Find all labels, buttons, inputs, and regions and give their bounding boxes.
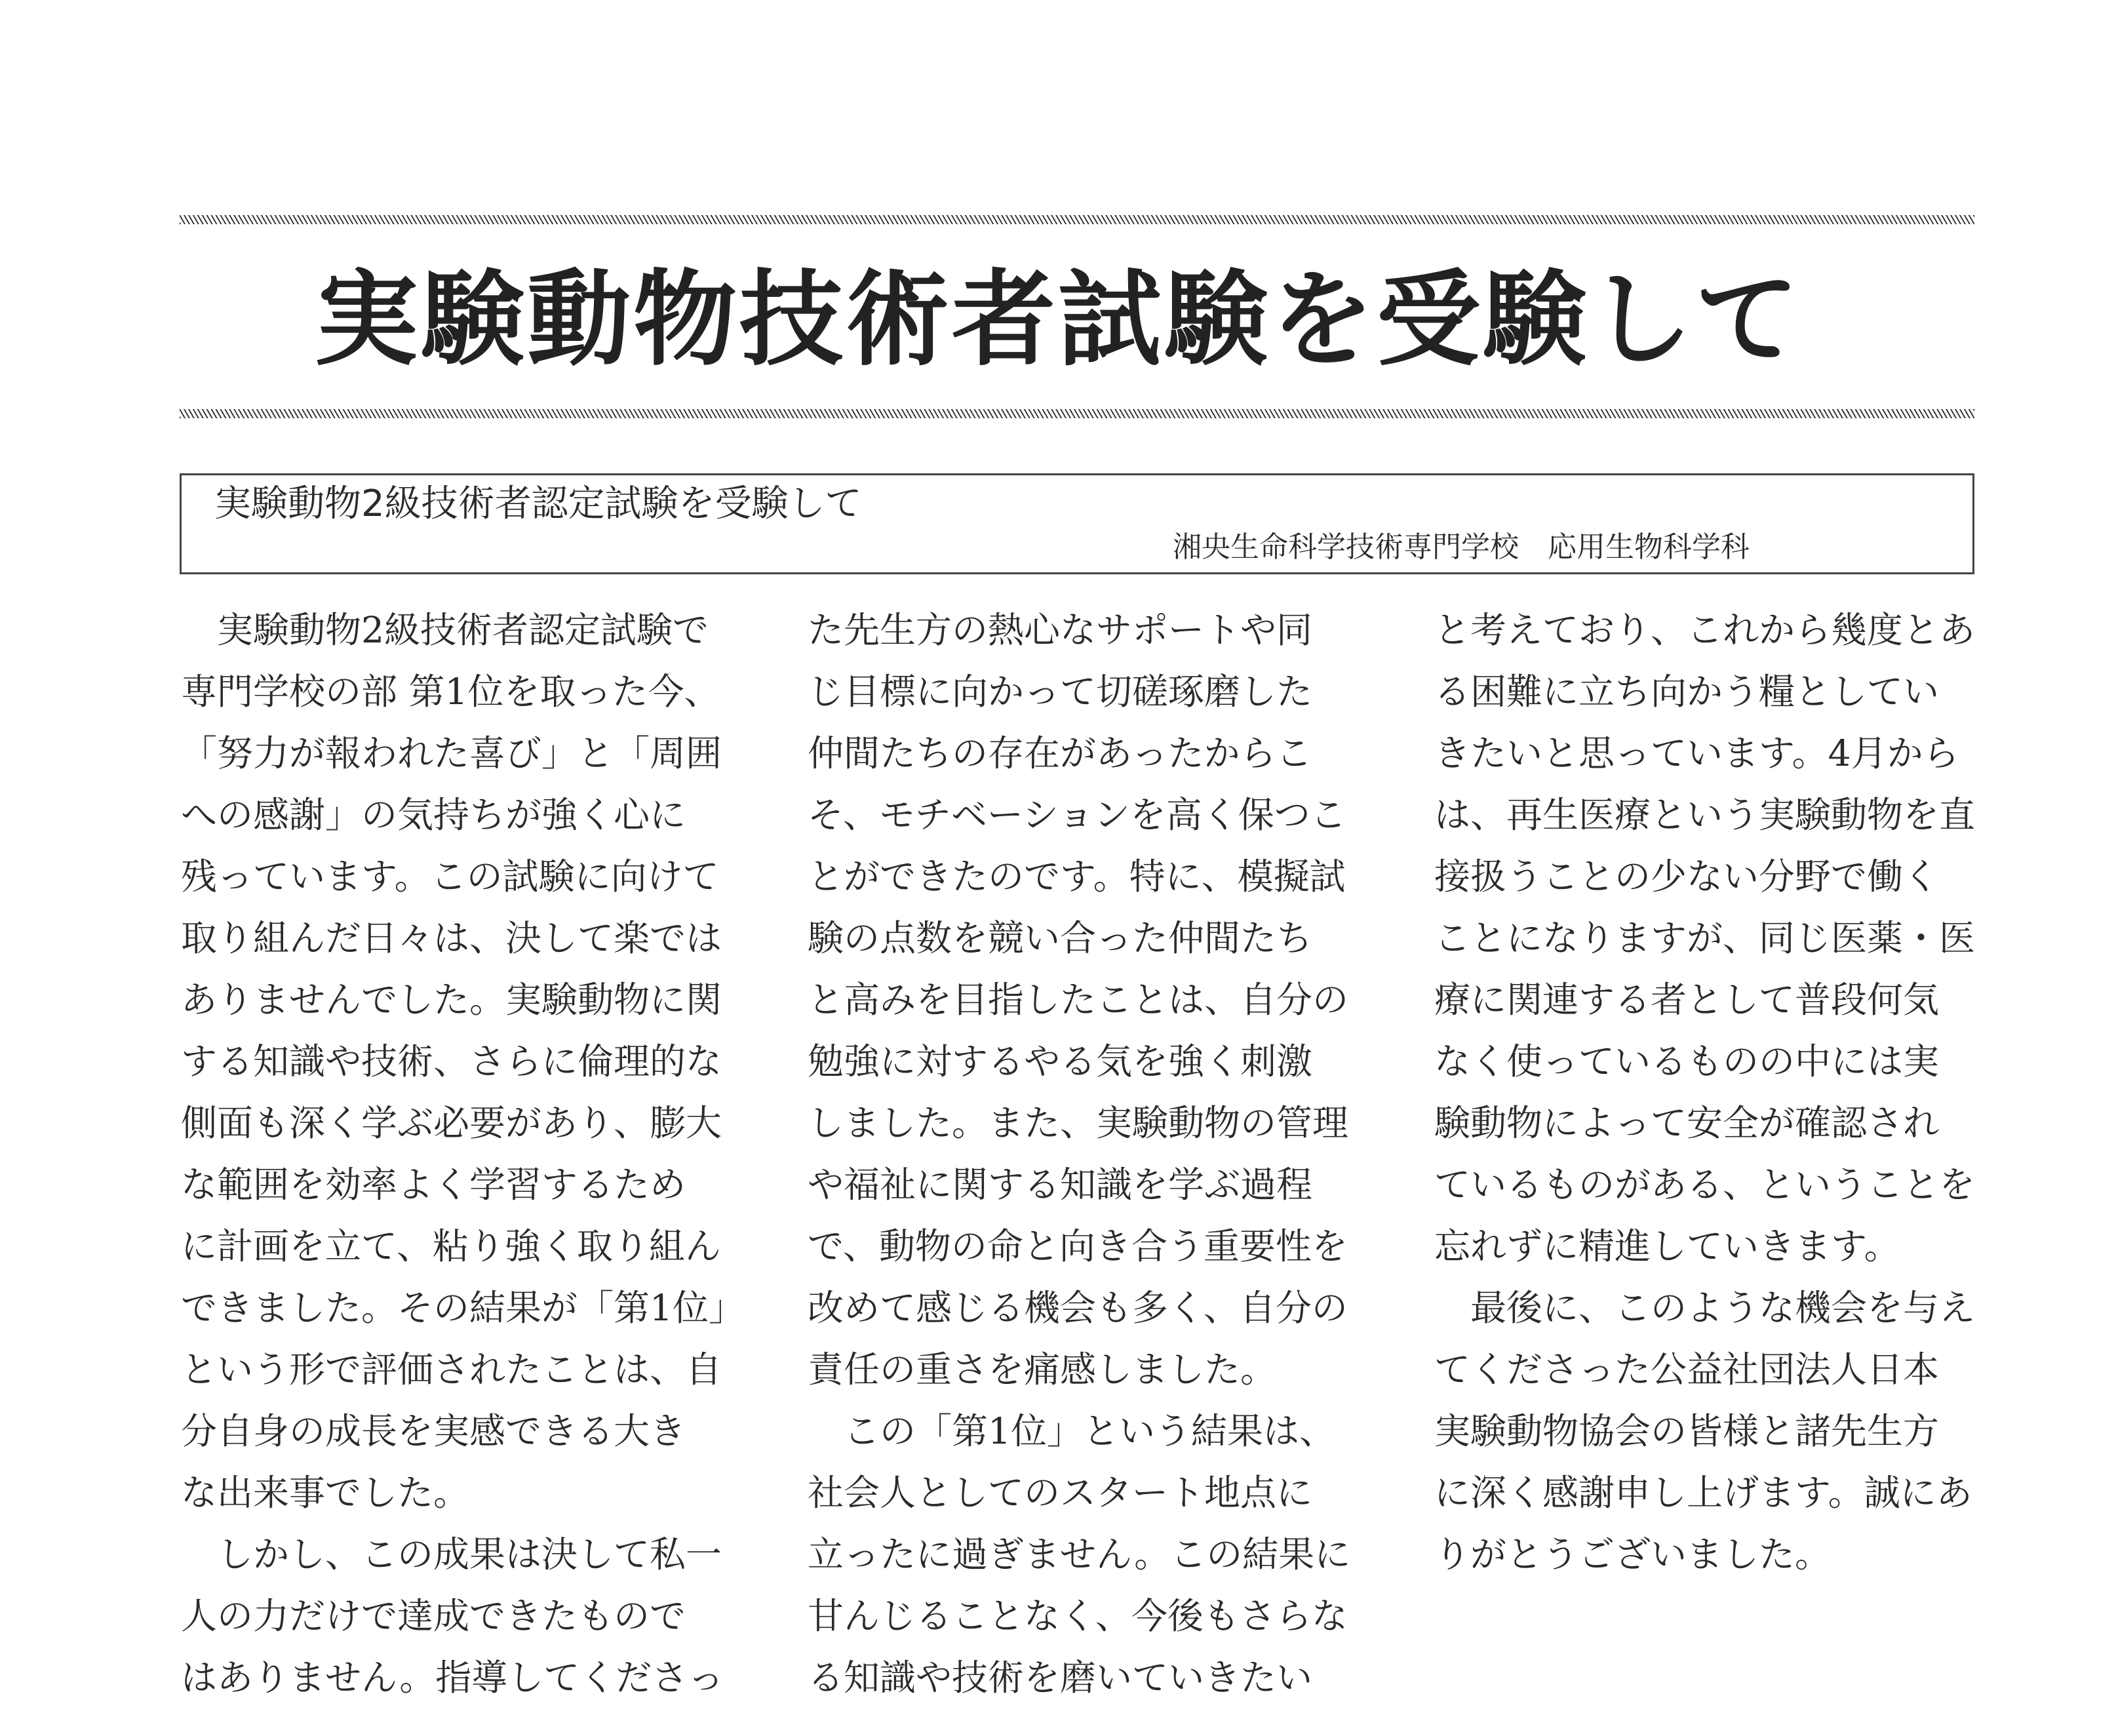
- text-line: る困難に立ち向かう糧としてい: [1434, 671, 1940, 713]
- text-line: 立ったに過ぎません。この結果に: [808, 1533, 1351, 1575]
- text-line: 人の力だけで達成できたもので: [181, 1595, 686, 1637]
- text-line: で、動物の命と向き合う重要性を: [808, 1225, 1348, 1267]
- text-line: る知識や技術を磨いていきたい: [808, 1657, 1313, 1699]
- text-line: に計画を立て、粘り強く取り組ん: [181, 1225, 721, 1267]
- text-line: 療に関連する者として普段何気: [1434, 979, 1940, 1021]
- text-line: 社会人としてのスタート地点に: [808, 1472, 1313, 1514]
- article-subtitle: 実験動物2級技術者認定試験を受験して: [214, 483, 862, 525]
- text-line: 接扱うことの少ない分野で働く: [1434, 856, 1940, 898]
- text-line: 忘れずに精進していきます。: [1434, 1225, 1900, 1267]
- page-title: 実験動物技術者試験を受験して: [315, 260, 1801, 380]
- text-line: そ、モチベーションを高く保つこ: [808, 794, 1346, 836]
- text-line: という形で評価されたことは、自: [181, 1349, 722, 1391]
- text-line: と考えており、これから幾度とあ: [1434, 609, 1976, 651]
- text-line: きたいと思っています。4月から: [1434, 732, 1959, 774]
- subtitle-box: [180, 473, 1974, 574]
- text-line: できました。その結果が「第1位」: [181, 1287, 745, 1329]
- text-line: 甘んじることなく、今後もさらな: [808, 1595, 1348, 1637]
- decorative-rule-bottom: [180, 409, 1974, 418]
- text-line: 実験動物2級技術者認定試験で: [181, 609, 709, 651]
- text-line: 験の点数を競い合った仲間たち: [808, 917, 1313, 959]
- text-line: はありません。指導してくださっ: [181, 1657, 724, 1699]
- text-line: とができたのです。特に、模擬試: [808, 856, 1346, 898]
- text-line: ているものがある、ということを: [1434, 1164, 1976, 1206]
- text-line: 分自身の成長を実感できる大き: [181, 1410, 686, 1452]
- text-line: 勉強に対するやる気を強く刺激: [808, 1040, 1313, 1082]
- text-line: する知識や技術、さらに倫理的な: [181, 1040, 722, 1082]
- text-line: への感謝」の気持ちが強く心に: [181, 794, 686, 836]
- text-line: 験動物によって安全が確認され: [1434, 1102, 1940, 1144]
- text-line: なく使っているものの中には実: [1434, 1040, 1940, 1082]
- text-column-1: [181, 599, 745, 1708]
- text-line: な出来事でした。: [181, 1472, 470, 1514]
- text-line: しかし、この成果は決して私一: [181, 1533, 722, 1575]
- text-line: 実験動物協会の皆様と諸先生方: [1434, 1410, 1940, 1452]
- text-line: 専門学校の部 第1位を取った今、: [181, 671, 720, 713]
- text-line: な範囲を効率よく学習するため: [181, 1164, 686, 1206]
- text-line: に深く感謝申し上げます。誠にあ: [1434, 1472, 1972, 1514]
- text-line: た先生方の熱心なサポートや同: [808, 609, 1313, 651]
- text-column-3: [1434, 599, 1978, 1585]
- text-line: 残っています。この試験に向けて: [181, 856, 719, 898]
- text-line: 取り組んだ日々は、決して楽では: [181, 917, 722, 959]
- text-line: や福祉に関する知識を学ぶ過程: [808, 1164, 1313, 1206]
- text-line: 責任の重さを痛感しました。: [808, 1349, 1277, 1391]
- text-line: 最後に、このような機会を与え: [1434, 1287, 1976, 1329]
- author-affiliation: 湘央生命科学技術専門学校 応用生物科学科: [1173, 530, 1750, 564]
- text-column-2: [808, 599, 1352, 1708]
- text-line: と高みを目指したことは、自分の: [808, 979, 1349, 1021]
- decorative-rule-top: [180, 215, 1974, 224]
- text-line: 仲間たちの存在があったからこ: [808, 732, 1312, 774]
- text-line: じ目標に向かって切磋琢磨した: [808, 671, 1313, 713]
- text-line: は、再生医療という実験動物を直: [1434, 794, 1976, 836]
- text-line: しました。また、実験動物の管理: [808, 1102, 1349, 1144]
- text-line: りがとうございました。: [1434, 1533, 1832, 1575]
- text-line: 「努力が報われた喜び」と「周囲: [181, 732, 722, 774]
- text-line: 側面も深く学ぶ必要があり、膨大: [181, 1102, 722, 1144]
- text-line: ことになりますが、同じ医薬・医: [1434, 917, 1976, 959]
- text-line: この「第1位」という結果は、: [808, 1410, 1335, 1452]
- text-line: ありませんでした。実験動物に関: [181, 979, 722, 1021]
- text-line: てくださった公益社団法人日本: [1434, 1349, 1940, 1391]
- text-line: 改めて感じる機会も多く、自分の: [808, 1287, 1348, 1329]
